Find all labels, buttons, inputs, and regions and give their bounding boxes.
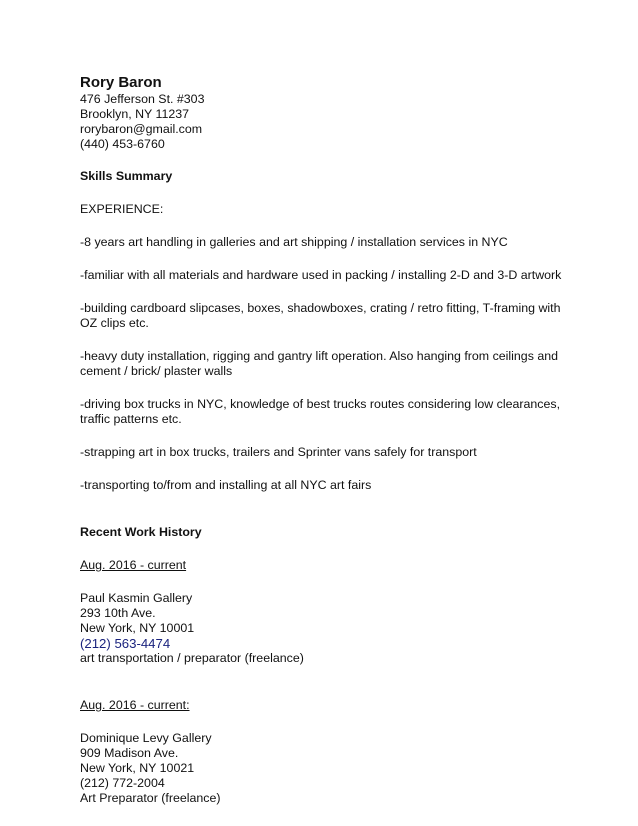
resume-content	[80, 73, 580, 806]
skill-item: -building cardboard slipcases, boxes, shadowboxes, crating / retro fitting, T-framing with OZ clips etc.	[80, 301, 561, 330]
skill-item: -strapping art in box trucks, trailers and Sprinter vans safely for transport	[80, 445, 477, 459]
job-role: Art Preparator (freelance)	[80, 791, 221, 805]
job-address-line2: New York, NY 10001	[80, 621, 195, 635]
job-role: art transportation / preparator (freelance)	[80, 651, 304, 665]
contact-address-line2: Brooklyn, NY 11237	[80, 107, 190, 121]
contact-email: rorybaron@gmail.com	[80, 122, 203, 136]
job-address-line1: 909 Madison Ave.	[80, 746, 179, 760]
skills-heading: Skills Summary	[80, 169, 173, 183]
job-dates: Aug. 2016 - current:	[80, 698, 190, 712]
skill-item: -transporting to/from and installing at all NYC art fairs	[80, 478, 372, 492]
contact-address-line1: 476 Jefferson St. #303	[80, 92, 205, 106]
skill-item: -driving box trucks in NYC, knowledge of best trucks routes considering low clearances, traffic patterns etc.	[80, 397, 561, 426]
job-address-line2: New York, NY 10021	[80, 761, 195, 775]
job-phone: (212) 772-2004	[80, 776, 165, 790]
skill-item: -8 years art handling in galleries and art shipping / installation services in NYC	[80, 235, 508, 249]
skill-item: -familiar with all materials and hardware used in packing / installing 2-D and 3-D artwork	[80, 268, 562, 282]
job-address-line1: 293 10th Ave.	[80, 606, 156, 620]
work-history-heading: Recent Work History	[80, 525, 202, 539]
job-employer: Paul Kasmin Gallery	[80, 591, 193, 605]
contact-name: Rory Baron	[80, 74, 162, 91]
contact-phone: (440) 453-6760	[80, 137, 165, 151]
experience-label: EXPERIENCE:	[80, 202, 164, 216]
job-employer: Dominique Levy Gallery	[80, 731, 212, 745]
job-phone-link[interactable]: (212) 563-4474	[80, 636, 171, 651]
job-dates: Aug. 2016 - current	[80, 558, 187, 572]
skill-item: -heavy duty installation, rigging and gantry lift operation. Also hanging from ceilings and cement / brick/ plaster walls	[80, 349, 559, 378]
